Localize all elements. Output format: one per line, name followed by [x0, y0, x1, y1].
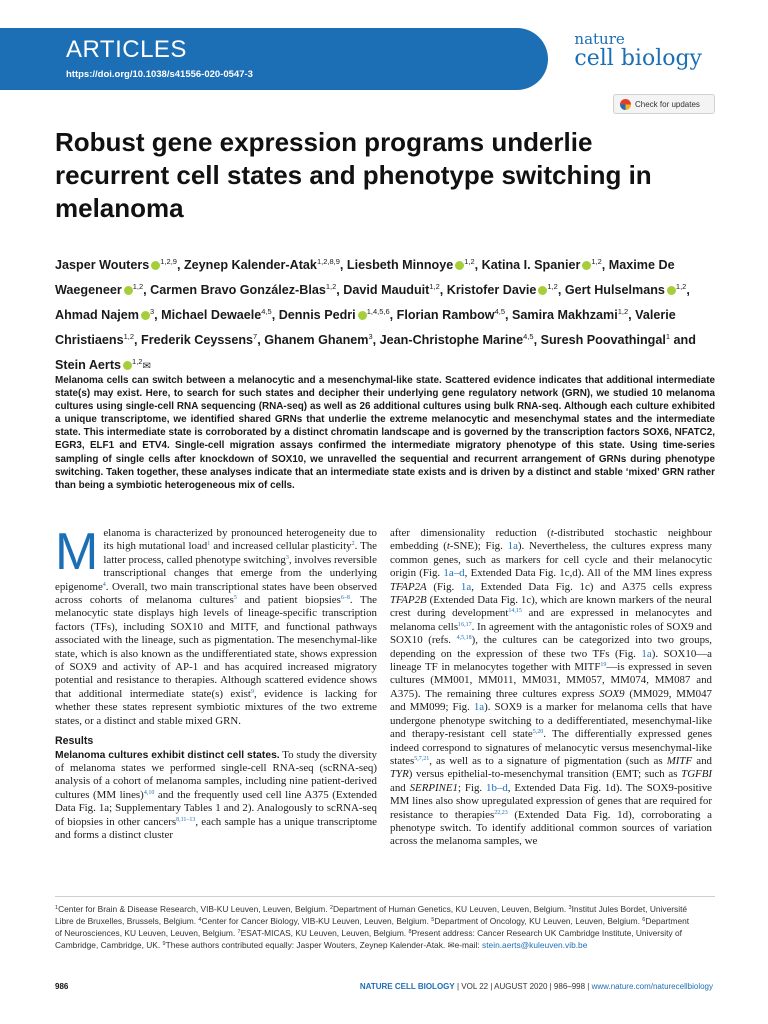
author-name: Michael Dewaele [161, 308, 262, 322]
author [279, 308, 390, 322]
author-name: Gert Hulselmans [564, 283, 665, 297]
author [150, 283, 336, 297]
author-affiliation: 7 [253, 332, 258, 341]
author-affiliation: 1,2 [429, 282, 440, 291]
author [264, 333, 372, 347]
author-affiliation: 1,2,8,9 [316, 257, 340, 266]
author-name: Suresh Poovathingal [540, 333, 666, 347]
author [447, 283, 558, 297]
author [541, 333, 670, 347]
author-name: Florian Rambow [396, 308, 495, 322]
author-affiliation: 1,2 [325, 282, 337, 291]
author-affiliation: 1,2 [675, 282, 687, 291]
author-affiliation: 1,2 [617, 307, 629, 316]
footer-url[interactable]: www.nature.com/naturecellbiology [591, 982, 713, 991]
check-updates-button[interactable] [613, 94, 715, 114]
author-affiliation: 1,2 [132, 357, 143, 366]
article-title: Robust gene expression programs underlie recurrent cell states and phenotype switching in melanoma [55, 127, 652, 223]
author-affiliation: 3 [149, 307, 155, 316]
author [343, 283, 440, 297]
author [161, 308, 272, 322]
author [55, 258, 177, 272]
footer-issue: VOL 22 | AUGUST 2020 | 986–998 [461, 982, 586, 991]
author-name: Maxime De Waegeneer [55, 258, 675, 297]
doi-link[interactable]: https://doi.org/10.1038/s41556-020-0547-3 [66, 69, 253, 80]
footer-citation: NATURE CELL BIOLOGY | VOL 22 | AUGUST 2020 | 986–998 | www.nature.com/naturecellbiology [359, 982, 713, 991]
author-name: David Mauduit [343, 283, 430, 297]
results-paragraph: Melanoma cultures exhibit distinct cell states. To study the diversity of melanoma states we performed single-cell RNA-seq (scRNA-seq) analysis of a cohort of melanoma samples, including nine patient-derived cultures (MM lines)$^{4,10}$ and the frequently used cell line A375 (Extended Data Fig. 1a; Supplementary Tables 1 and 2). Analogously to scRNA-seq of biopsies in other cancers$^{8,11-13}$, each sample has a unique transcriptome and forms a distinct cluster [55, 748, 378, 841]
author [184, 258, 340, 272]
author-affiliation: 4,5 [494, 307, 506, 316]
author-affiliation: 3 [368, 332, 373, 341]
journal-logo-line2: cell biology [574, 46, 702, 71]
footer-journal: NATURE CELL BIOLOGY [359, 982, 455, 991]
body-column-right [390, 527, 712, 849]
corresponding-email[interactable]: stein.aerts@kuleuven.vib.be [482, 940, 588, 950]
affiliations-footnote: $^1$Center for Brain & Disease Research, VIB-KU Leuven, Leuven, Belgium. $^2$Department of Human Genetics, KU Leuven, Leuven, Belgium. $^3$Institut Jules Bordet, Université Libre de Bruxelles, Brussels, Belgium. $^4$Center for Cancer Biology, VIB-KU Leuven, Leuven, Belgium. $^5$Department of Oncology, KU Leuven, Leuven, Belgium. $^6$Department of Neurosciences, KU Leuven, Leuven, Belgium. $^7$ESAT-MICAS, KU Leuven, Leuven, Belgium. $^8$Present address: Cancer Research UK Cambridge Institute, University of Cambridge, Cambridge, UK. $^9$These authors contributed equally: Jasper Wouters, Zeynep Kalender-Atak. ✉e-mail: stein.aerts@kuleuven.vib.be [55, 904, 690, 950]
author-affiliation: 4,5 [523, 332, 534, 341]
author-list: Jasper Wouters $^{1,2,9}$, Zeynep Kalender-Atak$^{1,2,8,9}$, Liesbeth Minnoye $^{1,2}$, Katina I. Spanier $^{1,2}$, Maxime De Waegeneer $^{1,2}$, Carmen Bravo González-Blas$^{1,2}$, David Mauduit$^{1,2}$, Kristofer Davie $^{1,2}$, Gert Hulselmans $^{1,2}$, Ahmad Najem $^3$, Michael Dewaele$^{4,5}$, Dennis Pedri $^{1,4,5,6}$, Florian Rambow$^{4,5}$, Samira Makhzami$^{1,2}$, Valerie Christiaens$^{1,2}$, Frederik Ceyssens$^7$, Ghanem Ghanem$^3$, Jean-Christophe Marine$^{4,5}$, Suresh Poovathingal$^1$ and Stein Aerts $^{1,2}$✉ [55, 257, 696, 372]
author-affiliation: 1,4,5,6 [366, 307, 390, 316]
author-name: Dennis Pedri [278, 308, 356, 322]
results-subheading: Melanoma cultures exhibit distinct cell states. [55, 749, 280, 761]
orcid-icon[interactable] [141, 311, 150, 320]
author [141, 333, 257, 347]
orcid-icon[interactable] [358, 311, 367, 320]
results-heading: Results [55, 735, 94, 748]
journal-logo-line1: nature [574, 30, 625, 48]
author-affiliation: 1 [665, 332, 671, 341]
orcid-icon[interactable] [151, 261, 160, 270]
orcid-icon[interactable] [124, 286, 133, 295]
author [512, 308, 628, 322]
orcid-icon[interactable] [667, 286, 676, 295]
author-affiliation: 1,2 [123, 332, 135, 341]
author-name: Carmen Bravo González-Blas [150, 283, 326, 297]
author-name: Kristofer Davie [446, 283, 537, 297]
orcid-icon[interactable] [455, 261, 464, 270]
author-name: Stein Aerts [55, 358, 122, 372]
author-name: Ahmad Najem [55, 308, 139, 322]
mail-icon[interactable]: ✉ [142, 361, 151, 372]
author [55, 358, 151, 372]
author-affiliation: 1,2,9 [160, 257, 177, 266]
author-affiliation: 1,2 [464, 257, 475, 266]
author-name: Valerie Christiaens [55, 308, 676, 347]
author-name: Katina I. Spanier [481, 258, 581, 272]
drop-cap: M [55, 523, 99, 581]
author-name: Jasper Wouters [55, 258, 150, 272]
author-name: Jean-Christophe Marine [379, 333, 524, 347]
section-label: ARTICLES [66, 36, 187, 63]
results-paragraph-continued: after dimensionality reduction (t-distributed stochastic neighbour embedding (t-SNE); Fig. 1a). Nevertheless, the cultures express many common genes, such as markers for cell cycle and their melanocytic origin (Fig. 1a–d, Extended Data Fig. 1c,d). All of the MM lines express TFAP2A (Fig. 1a, Extended Data Fig. 1c) and A375 cells express TFAP2B (Extended Data Fig. 1c), which are known markers of the neural crest during development$^{14,15}$ and are expressed in melanocytes and melanoma cells$^{16,17}$. In agreement with the antagonistic roles of SOX9 and SOX10 (refs. $^{4,5,18}$), the cultures can be categorized into two groups, depending on the expression of these two TFs (Fig. 1a). SOX10—a lineage TF in melanocytes together with MITF$^{19}$—is expressed in seven cultures (MM001, MM011, MM031, MM057, MM074, MM087 and A375). The remaining three cultures express SOX9 (MM029, MM047 and MM099; Fig. 1a). SOX9 is a marker for melanoma cells that have undergone phenotype switching to a dedifferentiated, mesenchymal-like and therapy-resistant cell state$^{5,20}$. The differentially expressed genes indeed correspond to signatures of melanocytic versus mesenchymal-like states$^{5,7,21}$, as well as to a signature of pigmentation (such as MITF and TYR) versus epithelial-to-mesenchymal transition (EMT; such as TGFBI and SERPINE1; Fig. 1b–d, Extended Data Fig. 1d). The SOX9-positive MM lines also show upregulated expression of genes that are required for resistance to therapies$^{22,23}$ (Extended Data Fig. 1d), corroborating a phenotype switch. To identify additional common sources of variation across the melanoma samples, we [390, 527, 713, 848]
footnote-divider [55, 896, 715, 897]
author-affiliation: 1,2 [132, 282, 144, 291]
author-name: Zeynep Kalender-Atak [183, 258, 317, 272]
author [397, 308, 505, 322]
author-affiliation: 1,2 [547, 282, 558, 291]
orcid-icon[interactable] [123, 361, 132, 370]
journal-logo [574, 32, 702, 71]
page-number: 986 [55, 982, 69, 991]
author-affiliation: 4,5 [261, 307, 272, 316]
crossmark-icon [620, 99, 631, 110]
author-name: Liesbeth Minnoye [346, 258, 454, 272]
author [380, 333, 534, 347]
author-name: Ghanem Ghanem [264, 333, 369, 347]
author [55, 308, 154, 322]
author [347, 258, 475, 272]
author-affiliation: 1,2 [591, 257, 602, 266]
orcid-icon[interactable] [582, 261, 591, 270]
author-name: Samira Makhzami [512, 308, 618, 322]
author-name: Frederik Ceyssens [141, 333, 254, 347]
check-updates-label: Check for updates [635, 99, 700, 109]
intro-paragraph: Melanoma is characterized by pronounced heterogeneity due to its high mutational load$^1$ and increased cellular plasticity$^2$. The latter process, called phenotype switching$^3$, involves reversible transcriptional changes that emerge from the underlying epigenome$^4$. Overall, two main transcriptional states have been observed across cohorts of melanoma cultures$^5$ and patient biopsies$^{6-8}$. The melanocytic state displays high levels of lineage-specific transcription factors (TFs), including SOX10 and MITF, and functional pathways associated with the lineage, such as pigmentation. The mesenchymal-like state, which is also known as the undifferentiated state, shows expression of SOX9 and activity of AP-1 and has acquired increased migratory potential and resistance to therapies. Although scattered evidence shows that additional intermediate state(s) exist$^9$, evidence is lacking for whether these states represent symbiotic mixtures of the two extreme states, or a distinct and stable mixed GRN. [55, 523, 378, 727]
author [565, 283, 687, 297]
body-column-left [55, 523, 378, 842]
author [482, 258, 602, 272]
abstract: Melanoma cells can switch between a melanocytic and a mesenchymal-like state. Scattered evidence indicates that additional intermediate state(s) may exist. Here, to search for such states and decipher their underlying gene regulatory network (GRN), we studied 10 melanoma cultures using single-cell RNA sequencing (RNA-seq) as well as 26 additional cultures using bulk RNA-seq. Although each culture exhibited a unique transcriptome, we identified shared GRNs that underlie the extreme melanocytic and mesenchymal states and the intermediate state. This intermediate state is corroborated by a distinct chromatin landscape and is governed by the transcription factors SOX6, NFATC2, EGR3, ELF1 and ETV4. Single-cell migration assays confirmed the intermediate migratory phenotype of this state. Using time-series sampling of single cells after knockdown of SOX10, we unravelled the sequential and recurrent arrangement of GRNs during phenotype switching. Taken together, these analyses indicate that an intermediate state exists and is driven by a distinct and stable ‘mixed’ GRN rather than being a symbiotic heterogeneous mix of cells. [55, 375, 715, 491]
